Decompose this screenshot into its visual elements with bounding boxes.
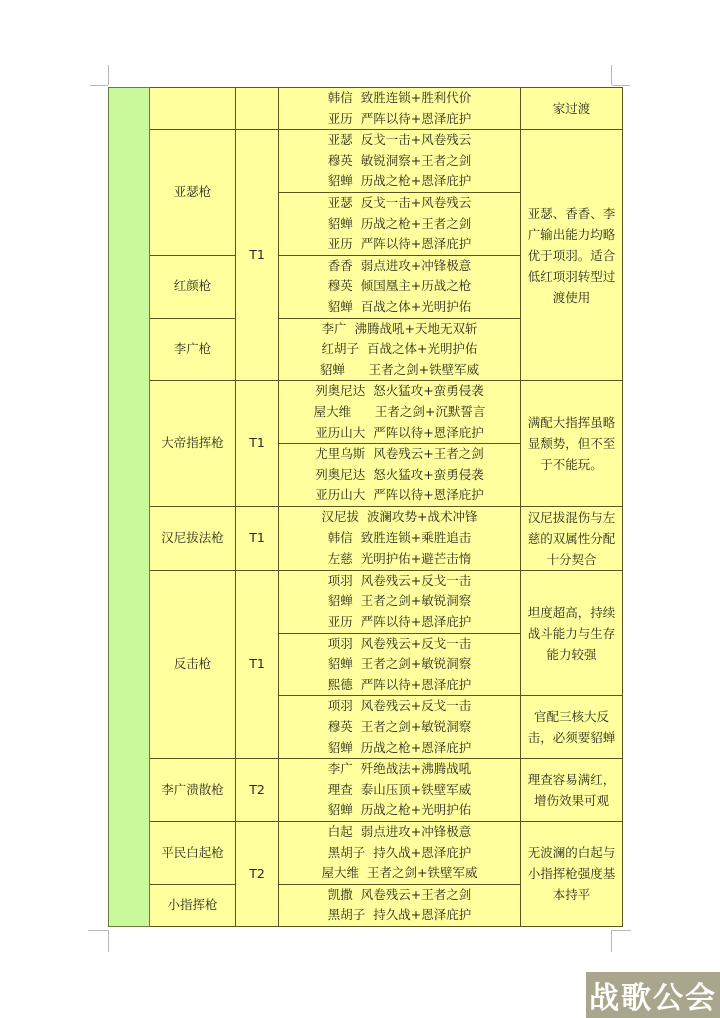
lineup-line: 貂蝉 历战之枪+光明护佑 — [327, 802, 472, 818]
crop-mark-bottom-right-h — [611, 930, 631, 931]
lineup-cell — [279, 633, 521, 696]
lineup-cell — [279, 444, 521, 507]
weapon-cell: 小指挥枪 — [150, 884, 236, 926]
lineup-cell — [279, 130, 521, 193]
note-cell: 家过渡 — [521, 88, 623, 130]
lineup-line: 亚瑟 反戈一击+风卷残云 — [327, 132, 472, 148]
lineup-line: 凯撒 风卷残云+王者之剑 — [327, 886, 472, 902]
note-cell: 坦度超高，持续战斗能力与生存能力较强 — [521, 570, 623, 696]
lineup-line: 项羽 风卷残云+反戈一击 — [327, 698, 472, 714]
lineup-line: 貂蝉 王者之剑+敏锐洞察 — [327, 656, 472, 672]
crop-mark-bottom-left-v — [108, 930, 109, 952]
lineup-line: 亚历 严阵以待+恩泽庇护 — [327, 614, 472, 630]
weapon-cell: 反击枪 — [150, 570, 236, 758]
table-row — [109, 570, 623, 633]
lineup-line: 穆英 王者之剑+敏锐洞察 — [327, 719, 472, 735]
lineup-line: 左慈 光明护佑+避芒击惰 — [327, 550, 472, 566]
lineup-line: 韩信 致胜连锁+胜利代价 — [327, 90, 472, 105]
table-row — [109, 381, 623, 444]
lineup-cell — [279, 192, 521, 255]
lineup-line: 项羽 风卷残云+反戈一击 — [327, 635, 472, 651]
table-row — [109, 88, 623, 130]
weapon-cell: 大帝指挥枪 — [150, 381, 236, 507]
lineup-line: 列奥尼达 怒火猛攻+蛮勇侵袭 — [315, 383, 484, 399]
lineup-line: 李广 沸腾战吼+天地无双斩 — [321, 320, 478, 336]
lineup-line: 香香 弱点进攻+冲锋极意 — [327, 257, 472, 273]
lineup-line: 貂蝉 历战之枪+恩泽庇护 — [327, 173, 472, 189]
lineup-line: 屋大维 王者之剑+铁壁军威 — [321, 865, 478, 881]
tier-cell: T1 — [236, 381, 279, 507]
weapon-cell: 李广溃散枪 — [150, 759, 236, 822]
lineup-line: 貂蝉 历战之枪+恩泽庇护 — [327, 739, 472, 755]
table-row — [109, 822, 623, 885]
note-cell: 官配三核大反击，必须要貂蝉 — [521, 696, 623, 759]
note-cell: 满配大指挥虽略显颓势，但不至于不能玩。 — [521, 381, 623, 507]
crop-mark-top-right-v — [611, 65, 612, 85]
side-category-cell — [109, 88, 150, 927]
lineup-cell — [279, 506, 521, 570]
table-row — [109, 759, 623, 822]
weapon-cell: 平民白起枪 — [150, 822, 236, 885]
lineup-cell — [279, 88, 521, 130]
lineup-cell — [279, 318, 521, 381]
lineup-line: 理查 泰山压顶+铁壁军威 — [327, 781, 472, 797]
lineup-line: 尤里乌斯 风卷残云+王者之剑 — [315, 446, 484, 462]
lineup-line: 貂蝉 王者之剑+敏锐洞察 — [327, 593, 472, 609]
tier-cell: T2 — [236, 822, 279, 927]
lineup-cell — [279, 884, 521, 926]
lineup-cell — [279, 696, 521, 759]
lineup-line: 穆英 倾国凰主+历战之枪 — [327, 278, 472, 294]
lineup-line: 黑胡子 持久战+恩泽庇护 — [327, 907, 472, 923]
tier-cell: T1 — [236, 506, 279, 570]
lineup-line: 李广 歼绝战法+沸腾战吼 — [327, 761, 472, 777]
note-cell: 亚瑟、香香、李广输出能力均略优于项羽。适合低红项羽转型过渡使用 — [521, 130, 623, 381]
crop-mark-top-left-h — [90, 85, 108, 86]
lineup-line: 韩信 致胜连锁+乘胜追击 — [327, 530, 472, 546]
lineup-line: 项羽 风卷残云+反戈一击 — [327, 572, 472, 588]
lineup-line: 穆英 敏锐洞察+王者之剑 — [327, 152, 472, 168]
lineup-line: 黑胡子 持久战+恩泽庇护 — [327, 844, 472, 860]
note-cell: 无波澜的白起与小指挥枪强度基本持平 — [521, 822, 623, 927]
lineup-table — [108, 87, 623, 927]
lineup-line: 貂蝉 百战之体+光明护佑 — [327, 298, 472, 314]
lineup-cell — [279, 255, 521, 318]
lineup-line: 熙德 严阵以待+恩泽庇护 — [327, 676, 472, 692]
lineup-cell — [279, 570, 521, 633]
lineup-line: 列奥尼达 怒火猛攻+蛮勇侵袭 — [315, 466, 484, 482]
tier-cell — [236, 88, 279, 130]
tier-cell: T2 — [236, 759, 279, 822]
note-cell: 汉尼拔混伤与左慈的双属性分配十分契合 — [521, 506, 623, 570]
watermark-logo: 战歌公会 — [586, 972, 720, 1018]
weapon-cell: 亚瑟枪 — [150, 130, 236, 256]
tier-cell: T1 — [236, 130, 279, 381]
lineup-line: 亚历 严阵以待+恩泽庇护 — [327, 110, 472, 126]
crop-mark-top-left-v — [108, 65, 109, 85]
lineup-line: 亚历山大 严阵以待+恩泽庇护 — [315, 487, 484, 503]
note-cell: 理查容易满红，增伤效果可观 — [521, 759, 623, 822]
lineup-cell — [279, 822, 521, 885]
weapon-cell — [150, 88, 236, 130]
table-row — [109, 130, 623, 193]
lineup-cell — [279, 759, 521, 822]
lineup-line: 亚历山大 严阵以待+恩泽庇护 — [315, 424, 484, 440]
weapon-cell: 李广枪 — [150, 318, 236, 381]
lineup-line: 白起 弱点进攻+冲锋极意 — [327, 824, 472, 839]
lineup-line: 貂蝉 历战之枪+王者之剑 — [327, 215, 472, 231]
crop-mark-bottom-left-h — [88, 930, 108, 931]
tier-cell: T1 — [236, 570, 279, 758]
table-row — [109, 506, 623, 570]
crop-mark-top-right-h — [612, 85, 630, 86]
lineup-line: 红胡子 百战之体+光明护佑 — [321, 341, 478, 357]
lineup-line: 屋大维 王者之剑+沉默誓言 — [313, 403, 486, 419]
lineup-line: 貂蝉 王者之剑+铁壁军威 — [319, 361, 480, 377]
lineup-line: 亚历 严阵以待+恩泽庇护 — [327, 236, 472, 252]
weapon-cell: 红颜枪 — [150, 255, 236, 318]
crop-mark-bottom-right-v — [611, 930, 612, 952]
weapon-cell: 汉尼拔法枪 — [150, 506, 236, 570]
lineup-cell — [279, 381, 521, 444]
lineup-line: 亚瑟 反戈一击+风卷残云 — [327, 194, 472, 210]
lineup-line: 汉尼拔 波澜攻势+战术冲锋 — [321, 509, 478, 525]
